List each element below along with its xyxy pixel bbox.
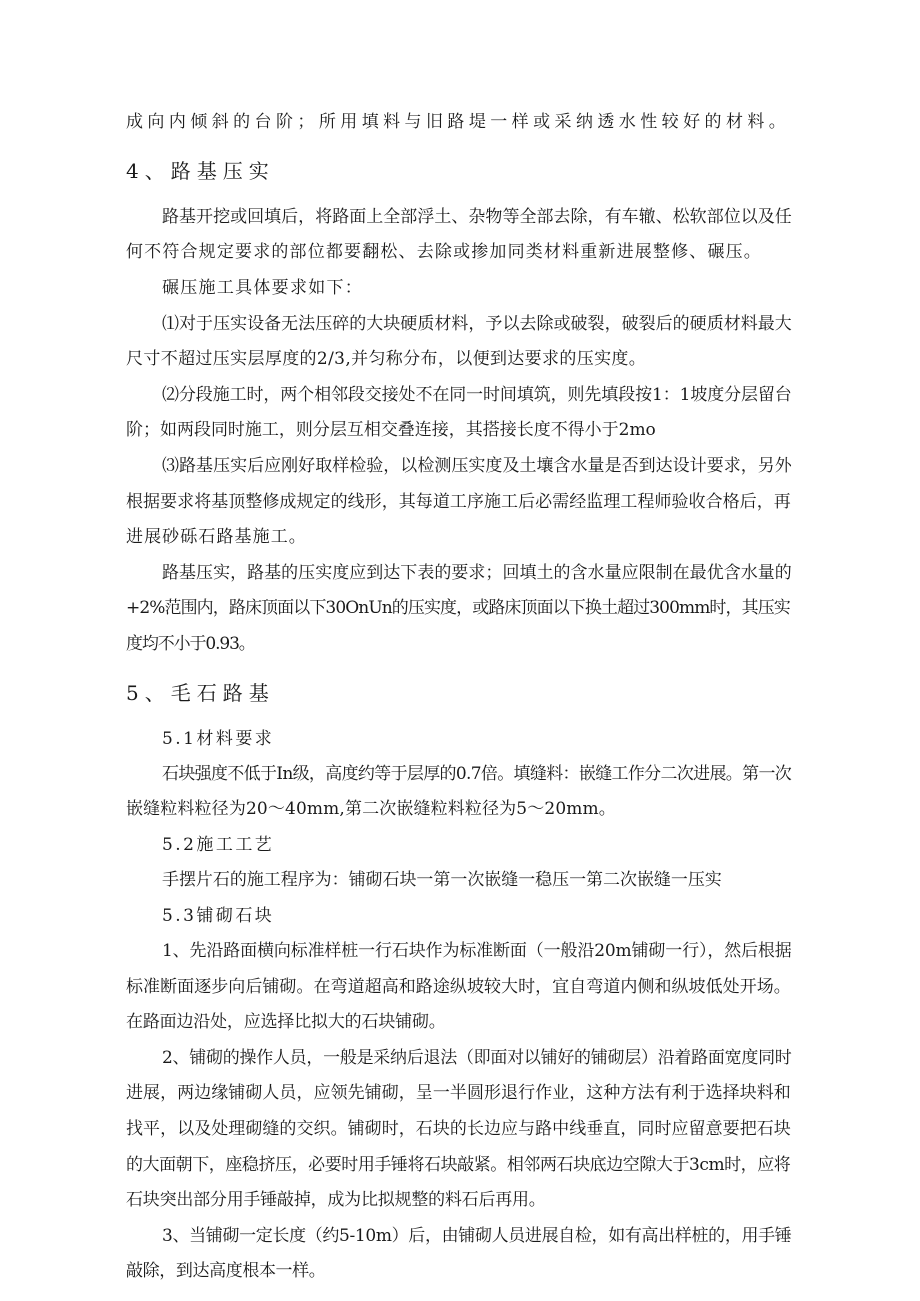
paragraph-line: +2%范围内，路床顶面以下30OnUn的压实度，或路床顶面以下换土超过300mm时，其压实 <box>126 598 790 618</box>
paragraph-line: 敲除，到达高度根本一样。 <box>126 1261 326 1281</box>
paragraph-line: 成向内倾斜的台阶；所用填料与旧路堤一样或采纳透水性较好的材料。 <box>126 112 791 132</box>
subsection-heading: 5.3铺砌石块 <box>162 906 275 926</box>
paragraph-line: 手摆片石的施工程序为：铺砌石块一第一次嵌缝一稳压一第二次嵌缝一压实 <box>162 870 722 890</box>
subsection-heading: 5.2施工工艺 <box>162 835 275 855</box>
paragraph-line: 路基压实，路基的压实度应到达下表的要求；回填土的含水量应限制在最优含水量的 <box>162 563 792 583</box>
paragraph-line: 何不符合规定要求的部位都要翻松、去除或掺加同类材料重新进展整修、碾压。 <box>126 242 762 262</box>
paragraph-line: ⑴对于压实设备无法压碎的大块硬质材料，予以去除或破裂，破裂后的硬质材料最大 <box>162 314 792 334</box>
paragraph-line: 根据要求将基顶整修成规定的线形，其每道工序施工后必需经监理工程师验收合格后，再 <box>126 492 791 512</box>
paragraph-line: ⑶路基压实后应刚好取样检验，以检测压实度及土壤含水量是否到达设计要求，另外 <box>162 456 792 476</box>
paragraph-line: 找平，以及处理砌缝的交织。铺砌时，石块的长边应与路中线垂直，同时应留意要把石块 <box>126 1119 791 1139</box>
paragraph-line: 碾压施工具体要求如下： <box>162 278 364 298</box>
paragraph-line: 度均不小于0.93。 <box>126 634 255 654</box>
subsection-heading: 5.1材料要求 <box>162 729 275 749</box>
paragraph-line: 的大面朝下，座稳挤压，必要时用手锤将石块敲紧。相邻两石块底边空隙大于3cm时，应将 <box>126 1155 791 1175</box>
paragraph-line: 尺寸不超过压实层厚度的2/3,并匀称分布，以便到达要求的压实度。 <box>126 349 647 369</box>
paragraph-line: 进展砂砾石路基施工。 <box>126 527 307 547</box>
paragraph-line: 2、铺砌的操作人员，一般是采纳后退法（即面对以铺好的铺砌层）沿着路面宽度同时 <box>162 1048 792 1068</box>
paragraph-line: 1、先沿路面横向标准样桩一行石块作为标准断面（一般沿20m铺砌一行），然后根据 <box>162 941 792 961</box>
paragraph-line: ⑵分段施工时，两个相邻段交接处不在同一时间填筑，则先填段按1：1坡度分层留台 <box>162 385 792 405</box>
paragraph-line: 在路面边沿处，应选择比拟大的石块铺砌。 <box>126 1012 446 1032</box>
section-heading-4: 4、路基压实 <box>126 159 275 183</box>
paragraph-line: 嵌缝粒料粒径为20〜40mm,第二次嵌缝粒料粒径为5〜20mm。 <box>126 799 616 819</box>
paragraph-line: 进展，两边缘铺砌人员，应领先铺砌，呈一半圆形退行作业，这种方法有利于选择块料和 <box>126 1083 791 1103</box>
paragraph-line: 3、当铺砌一定长度（约5-10m）后，由铺砌人员进展自检，如有高出样桩的，用手锤 <box>162 1226 792 1246</box>
paragraph-line: 路基开挖或回填后，将路面上全部浮土、杂物等全部去除，有车辙、松软部位以及任 <box>162 207 792 227</box>
paragraph-line: 石块强度不低于In级，高度约等于层厚的0.7倍。填缝料：嵌缝工作分二次进展。第一次 <box>162 764 792 784</box>
paragraph-line: 石块突出部分用手锤敲掉，成为比拟规整的料石后再用。 <box>126 1190 546 1210</box>
section-heading-5: 5、毛石路基 <box>126 681 275 705</box>
paragraph-line: 标准断面逐步向后铺砌。在弯道超高和路途纵坡较大时，宜自弯道内侧和纵坡低处开场。 <box>126 977 791 997</box>
paragraph-line: 阶；如两段同时施工，则分层互相交叠连接，其搭接长度不得小于2mo <box>126 420 656 440</box>
